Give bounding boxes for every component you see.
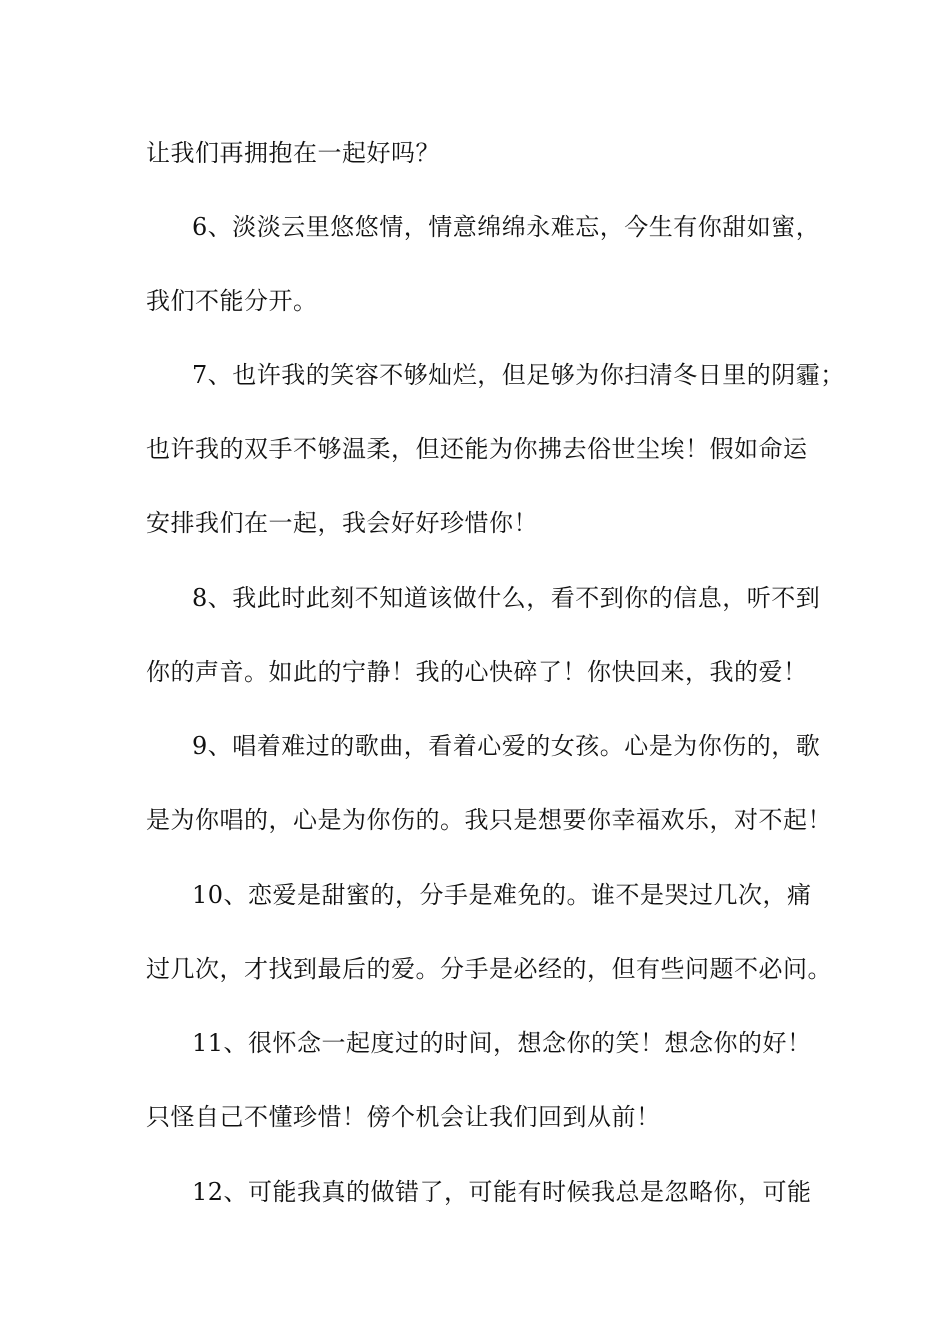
text-line: 12、可能我真的做错了，可能有时候我总是忽略你，可能: [192, 1178, 812, 1206]
text-line: 是为你唱的，心是为你伤的。我只是想要你幸福欢乐，对不起！: [146, 806, 832, 834]
text-line: 7、也许我的笑容不够灿烂，但足够为你扫清冬日里的阴霾；: [192, 361, 845, 389]
text-line: 只怪自己不懂珍惜！傍个机会让我们回到从前！: [146, 1103, 661, 1131]
text-line: 安排我们在一起，我会好好珍惜你！: [146, 509, 538, 537]
text-line: 也许我的双手不够温柔，但还能为你拂去俗世尘埃！假如命运: [146, 435, 808, 463]
text-line: 你的声音。如此的宁静！我的心快碎了！你快回来，我的爱！: [146, 658, 808, 686]
text-line: 过几次，才找到最后的爱。分手是必经的，但有些问题不必问。: [146, 955, 832, 983]
text-line: 10、恋爱是甜蜜的，分手是难免的。谁不是哭过几次，痛: [192, 881, 812, 909]
text-line: 我们不能分开。: [146, 287, 318, 315]
text-line: 9、唱着难过的歌曲，看着心爱的女孩。心是为你伤的，歌: [192, 732, 821, 760]
text-line: 让我们再拥抱在一起好吗？: [146, 139, 440, 167]
text-line: 8、我此时此刻不知道该做什么，看不到你的信息，听不到: [192, 584, 821, 612]
text-line: 11、很怀念一起度过的时间，想念你的笑！想念你的好！: [192, 1029, 812, 1057]
text-line: 6、淡淡云里悠悠情，情意绵绵永难忘，今生有你甜如蜜，: [192, 213, 821, 241]
